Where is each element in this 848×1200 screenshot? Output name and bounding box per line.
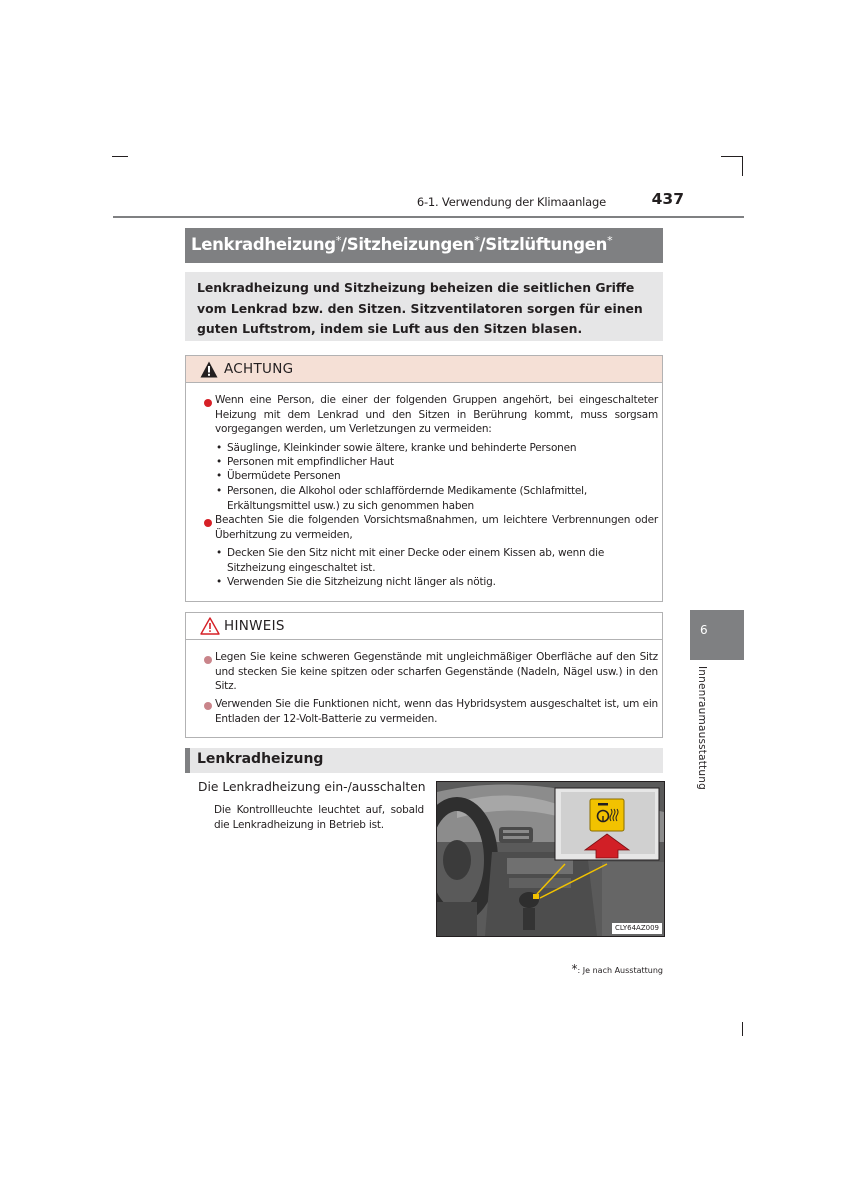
dashboard-figure: [436, 781, 665, 937]
bullet-dot: [204, 702, 212, 710]
list-marker: •: [216, 470, 222, 482]
notice-icon: [200, 617, 220, 635]
title-part-steering: Lenkradheizung: [191, 235, 336, 254]
intro-text: Lenkradheizung und Sitzheizung beheizen die seitlichen Griffe vom Lenkrad bzw. den Sitzen. Sitzventilatoren sorgen für einen guten Luftstrom, indem sie Luft aus den Sitzen blasen.: [197, 280, 643, 336]
warning-list-item: • Verwenden Sie die Sitzheizung nicht länger als nötig.: [216, 576, 496, 588]
warning-icon: [200, 361, 218, 378]
warning-list-item: • Übermüdete Personen: [216, 470, 341, 482]
title-part-seat-heating: /Sitzheizungen: [341, 235, 475, 254]
notice-paragraph: Legen Sie keine schweren Gegenstände mit ungleichmäßiger Oberfläche auf den Sitz und stecken Sie keine spitzen oder scharfen Gegenstände (Nadeln, Nägel usw.) in den Sitz.: [215, 651, 658, 692]
asterisk: *: [335, 234, 342, 247]
warning-list-item: • Decken Sie den Sitz nicht mit einer Decke oder einem Kissen ab, wenn die Sitzheizung eingeschaltet ist.: [216, 547, 605, 574]
main-title: [191, 234, 612, 254]
asterisk: *: [474, 234, 480, 247]
subsection-title-bar: [185, 748, 663, 773]
intro-box: [185, 272, 663, 341]
bullet-dot: [204, 656, 212, 664]
warning-paragraph: Wenn eine Person, die einer der folgenden Gruppen angehört, bei eingeschalteter Heizung mit dem Lenkrad und den Sitzen in Berührung kommt, muss sorgsam vorgegangen werden, um Verletzungen zu vermeiden:: [215, 394, 658, 435]
footnote-asterisk: *: [571, 962, 578, 976]
main-title-bar: [185, 228, 663, 263]
title-part-seat-ventilation: /Sitzlüftungen: [479, 235, 608, 254]
notice-box: [185, 612, 663, 738]
list-marker: •: [216, 547, 222, 559]
asterisk: *: [607, 234, 613, 247]
crop-mark: [721, 156, 743, 157]
warning-list-item: • Personen, die Alkohol oder schlaffördernde Medikamente (Schlafmittel, Erkältungsmittel usw.) zu sich genommen haben: [216, 485, 588, 512]
header-section-title: 6-1. Verwendung der Klimaanlage: [416, 195, 606, 209]
warning-list-item: • Säuglinge, Kleinkinder sowie ältere, kranke und behinderte Personen: [216, 442, 577, 454]
page-number: 437: [651, 190, 684, 208]
notice-label: HINWEIS: [224, 618, 285, 634]
warning-list-item: • Personen mit empfindlicher Haut: [216, 456, 394, 468]
procedure-heading: Die Lenkradheizung ein-/ausschalten: [198, 780, 426, 794]
crop-mark: [742, 156, 743, 176]
chapter-label: [696, 666, 710, 790]
bullet-dot: [204, 519, 212, 527]
chapter-tab: [690, 610, 744, 660]
subsection-title: Lenkradheizung: [197, 751, 324, 767]
dashboard-illustration: [437, 782, 664, 936]
list-marker: •: [216, 456, 222, 468]
warning-box: [185, 355, 663, 602]
list-marker: •: [216, 442, 222, 454]
chapter-label-text: Innenraumausstattung: [696, 666, 708, 790]
procedure-text: Die Kontrollleuchte leuchtet auf, sobald die Lenkradheizung in Betrieb ist.: [214, 804, 424, 831]
list-marker: •: [216, 576, 222, 588]
list-marker: •: [216, 485, 222, 497]
figure-code: CLY64AZ009: [612, 923, 662, 934]
warning-paragraph: Beachten Sie die folgenden Vorsichtsmaßnahmen, um leichtere Verbrennungen oder Überhitzung zu vermeiden,: [215, 514, 658, 541]
chapter-number: 6: [700, 623, 708, 637]
warning-header: [186, 356, 662, 383]
footnote-text: : Je nach Ausstattung: [577, 966, 663, 975]
notice-header: [186, 613, 662, 640]
header-rule: [113, 216, 744, 218]
warning-label: ACHTUNG: [224, 361, 294, 377]
bullet-dot: [204, 399, 212, 407]
footnote: [560, 962, 663, 976]
crop-mark: [112, 156, 128, 157]
notice-paragraph: Verwenden Sie die Funktionen nicht, wenn das Hybridsystem ausgeschaltet ist, um ein Entladen der 12-Volt-Batterie zu vermeiden.: [215, 698, 658, 725]
crop-mark: [742, 1022, 743, 1036]
